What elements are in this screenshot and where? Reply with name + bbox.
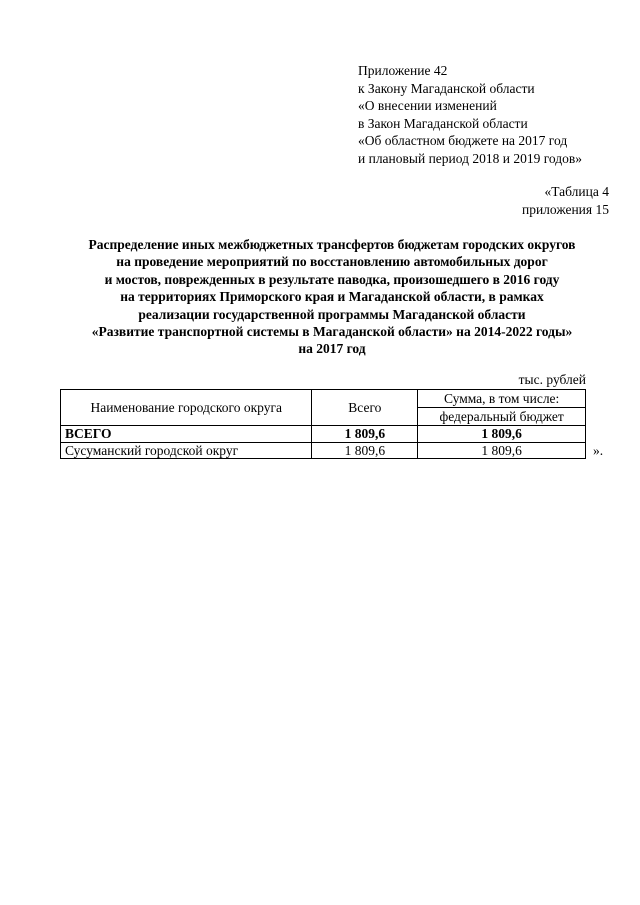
title-line: и мостов, поврежденных в результате паводка, произошедшего в 2016 году: [104, 271, 560, 287]
document-title: [40, 236, 624, 358]
table-reference-line: «Таблица 4: [544, 184, 609, 199]
row-federal: 1 809,6: [418, 426, 586, 443]
annex-line: «Об областном бюджете на 2017 год: [358, 133, 568, 149]
table-row-total: [61, 426, 586, 443]
transfers-table: [60, 389, 586, 459]
closing-quote: ».: [593, 443, 604, 458]
header-federal-budget: федеральный бюджет: [418, 408, 586, 426]
title-line: реализации государственной программы Магаданской области: [138, 306, 526, 322]
table-row: [61, 442, 586, 459]
table-header-row: [61, 390, 586, 408]
row-name: ВСЕГО: [61, 426, 312, 443]
table-reference-line: приложения 15: [521, 201, 609, 217]
annex-line: Приложение 42: [358, 63, 448, 78]
annex-line: к Закону Магаданской области: [358, 80, 535, 96]
annex-line: в Закон Магаданской области: [358, 115, 528, 131]
row-federal: 1 809,6: [418, 442, 586, 459]
title-line: на проведение мероприятий по восстановлению автомобильных дорог: [116, 254, 548, 270]
annex-line: и плановый период 2018 и 2019 годов»: [358, 150, 583, 166]
units-label: тыс. рублей: [518, 372, 586, 387]
annex-line: «О внесении изменений: [358, 98, 497, 114]
title-line: на территориях Приморского края и Магаданской области, в рамках: [120, 289, 544, 305]
title-line: Распределение иных межбюджетных трансфертов бюджетам городских округов: [88, 237, 576, 252]
header-total: Всего: [312, 390, 418, 426]
row-total: 1 809,6: [312, 442, 418, 459]
title-line: на 2017 год: [298, 341, 366, 357]
row-total: 1 809,6: [312, 426, 418, 443]
header-name: Наименование городского округа: [61, 390, 312, 426]
table-reference: [522, 183, 609, 218]
row-name: Сусуманский городской округ: [61, 442, 312, 459]
title-line: «Развитие транспортной системы в Магаданской области» на 2014-2022 годы»: [91, 324, 573, 340]
header-sum-including: Сумма, в том числе:: [418, 390, 586, 408]
annex-reference: [358, 62, 628, 168]
